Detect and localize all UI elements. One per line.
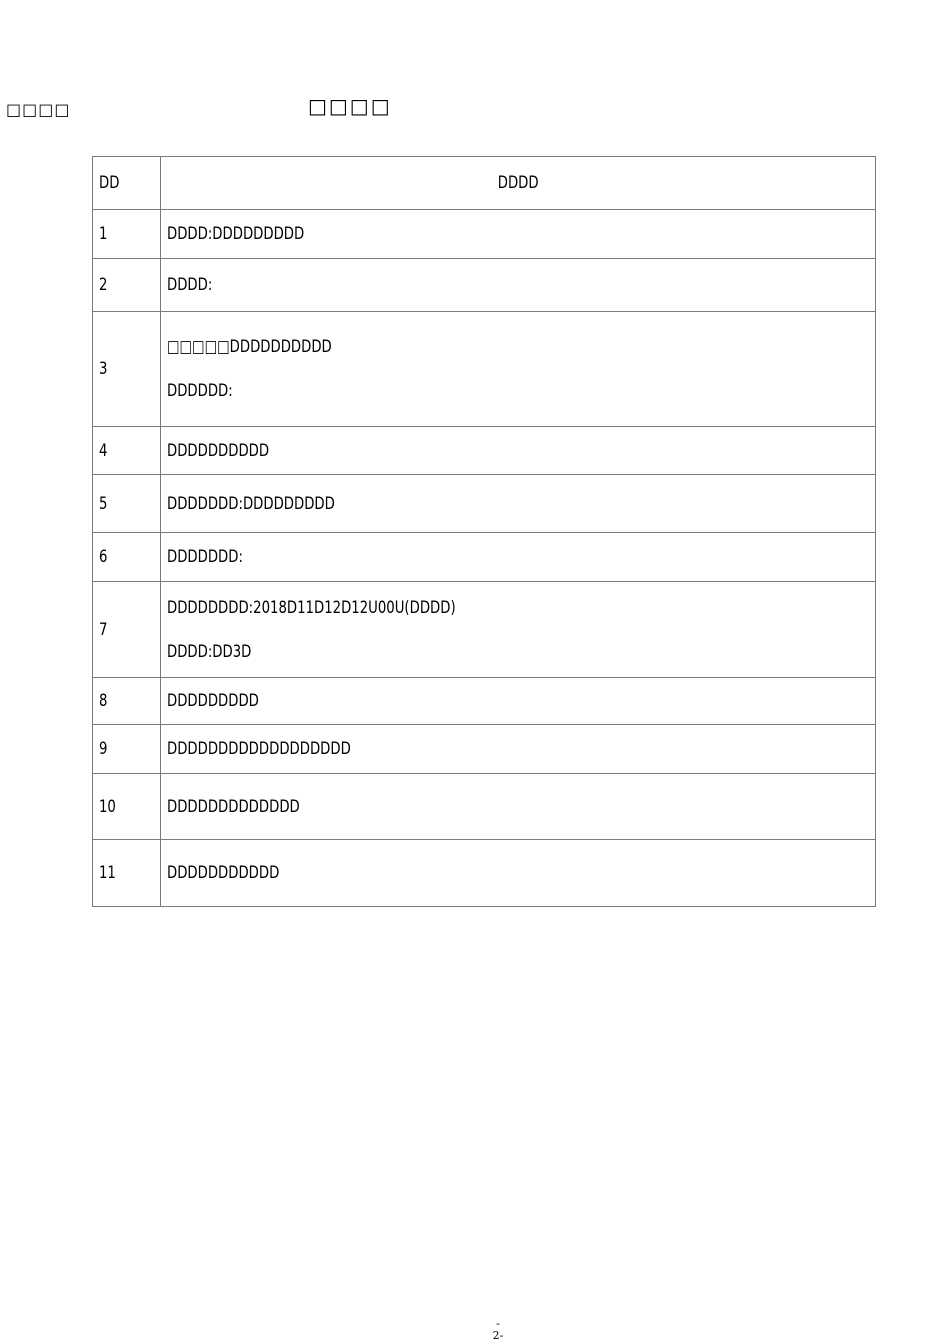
row-number-text: 4 <box>99 440 108 461</box>
row-number-text: 11 <box>99 863 116 883</box>
row-number-text: 1 <box>99 224 108 244</box>
page-number: - 2- <box>492 1317 504 1342</box>
table-row <box>93 582 876 678</box>
table-row <box>93 725 876 774</box>
document-title: □□□□ <box>308 94 392 118</box>
row-number-text: 2 <box>99 275 108 295</box>
table-row <box>93 475 876 533</box>
row-content <box>161 840 876 907</box>
table-row <box>93 678 876 725</box>
attachment-label: □□□□ <box>6 100 71 119</box>
row-content-text: DDDDDDDDDD <box>167 440 270 461</box>
row-number <box>93 582 161 678</box>
row-content <box>161 725 876 774</box>
row-number-text: 10 <box>99 796 116 817</box>
form-table <box>92 156 876 907</box>
table-row <box>93 774 876 840</box>
row-number-text: 3 <box>99 359 108 379</box>
row-content <box>161 210 876 259</box>
column-header-no <box>93 157 161 210</box>
column-header-no-label: DD <box>99 173 120 193</box>
row-content-text: DDDDDDD: <box>167 547 243 567</box>
row-number-text: 9 <box>99 739 108 759</box>
row-number <box>93 312 161 427</box>
row-content <box>161 774 876 840</box>
row-content <box>161 678 876 725</box>
column-header-content-label: DDDD <box>497 173 539 193</box>
row-number-text: 8 <box>99 691 108 711</box>
row-number-text: 6 <box>99 547 108 567</box>
row-number-text: 7 <box>99 619 108 640</box>
row-number <box>93 427 161 475</box>
table-row <box>93 533 876 582</box>
row-content-text: DDDDDDDDD <box>167 691 259 711</box>
table-row <box>93 259 876 312</box>
row-content-text: DDDDDDDD:2018D11D12D12U00U(DDDD) <box>167 597 456 618</box>
row-content <box>161 475 876 533</box>
row-number <box>93 210 161 259</box>
row-number <box>93 774 161 840</box>
table-row <box>93 427 876 475</box>
table-row <box>93 312 876 427</box>
row-content-text: DDDDDDDDDDDDD <box>167 796 300 817</box>
row-content <box>161 427 876 475</box>
row-content-text: □□□□□DDDDDDDDDD <box>167 337 332 357</box>
row-content-text: DDDDDDDDDDDDDDDDDD <box>167 739 351 759</box>
row-content <box>161 312 876 427</box>
row-number <box>93 725 161 774</box>
table-row <box>93 210 876 259</box>
row-number <box>93 475 161 533</box>
row-content <box>161 533 876 582</box>
row-content-text: DDDD:DDDDDDDDD <box>167 224 305 244</box>
row-content-text: DDDD:DD3D <box>167 641 252 662</box>
row-content-text: DDDDDD: <box>167 381 233 401</box>
row-content <box>161 582 876 678</box>
row-number-text: 5 <box>99 493 108 514</box>
table-header-row <box>93 157 876 210</box>
table-row <box>93 840 876 907</box>
row-content-text: DDDD: <box>167 275 213 295</box>
row-number <box>93 678 161 725</box>
row-number <box>93 533 161 582</box>
row-number <box>93 840 161 907</box>
row-content-text: DDDDDDDDDDD <box>167 863 280 883</box>
row-content-text: DDDDDDD:DDDDDDDDD <box>167 493 335 514</box>
row-number <box>93 259 161 312</box>
column-header-content <box>161 157 876 210</box>
row-content <box>161 259 876 312</box>
